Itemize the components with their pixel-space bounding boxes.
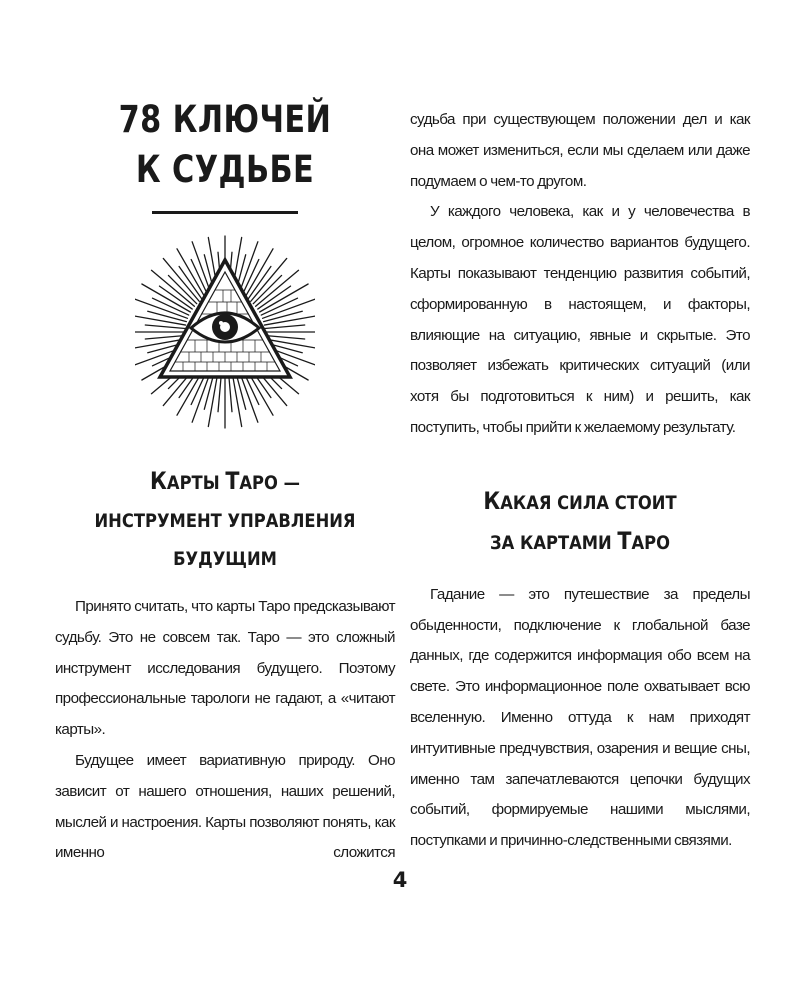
chapter-title-line2: К СУДЬБЕ bbox=[135, 148, 315, 191]
chapter-title-line1: 78 КЛЮЧЕЙ bbox=[118, 98, 332, 141]
section-heading-tarot-tool bbox=[79, 462, 371, 578]
heading-text: АРО — bbox=[239, 472, 300, 494]
heading-initial: К bbox=[483, 486, 501, 515]
right-column bbox=[410, 105, 750, 857]
paragraph: Гадание — это путешествие за пределы обыденности, подключение к глобальной базе данных, где содержится информация обо всем на свете. Это информационное поле охватывает всю вселенную. Именно оттуда к нам приходят интуитивные предчувствия, озарения и вещие сны, именно там запечатлеваются цепочки будущих событий, формируемые нашими мыслями, поступками и причинно-следственными связями. bbox=[410, 585, 750, 850]
title-divider bbox=[152, 211, 298, 214]
section-heading-tarot-power bbox=[434, 482, 726, 562]
chapter-title bbox=[86, 95, 365, 195]
left-column bbox=[55, 95, 395, 869]
eye-of-providence-icon bbox=[135, 232, 315, 432]
right-top-text bbox=[410, 105, 750, 444]
right-body-text bbox=[410, 580, 750, 857]
paragraph: Принято считать, что карты Таро предсказывают судьбу. Это не совсем так. Таро — это сложный инструмент исследования будущего. Поэтому профессиональные тарологи не гадают, а «читают карты». bbox=[55, 598, 395, 739]
heading-text: ИНСТРУМЕНТ УПРАВЛЕНИЯ bbox=[94, 510, 356, 532]
heading-initial: Т bbox=[617, 526, 632, 555]
heading-text: ЗА КАРТАМИ bbox=[490, 531, 618, 554]
paragraph-continued: судьба при существующем положении дел и как она может измениться, если мы сделаем или даже подумаем о чем-то другом. bbox=[410, 111, 750, 190]
heading-initial: Т bbox=[225, 467, 240, 495]
paragraph: Будущее имеет вариативную природу. Оно зависит от нашего отношения, наших решений, мыслей и настроения. Карты позволяют понять, как именно сложится bbox=[55, 751, 395, 862]
heading-text: АРТЫ bbox=[166, 472, 226, 494]
paragraph: У каждого человека, как и у человечества в целом, огромное количество вариантов будущего. Карты показывают тенденцию развития событий, сформированную в настоящем, и факторы, влияющие на ситуацию, явные и скрытые. Это позволяет избежать критических ситуаций (или хотя бы подготовиться к ним) и решить, как поступить, чтобы прийти к желаемому результату. bbox=[410, 203, 750, 436]
heading-text: АКАЯ СИЛА СТОИТ bbox=[500, 491, 677, 514]
left-body-text bbox=[55, 592, 395, 869]
heading-text: БУДУЩИМ bbox=[173, 548, 277, 570]
heading-text: АРО bbox=[631, 531, 670, 554]
page-number: 4 bbox=[392, 868, 408, 892]
heading-initial: К bbox=[150, 467, 167, 495]
